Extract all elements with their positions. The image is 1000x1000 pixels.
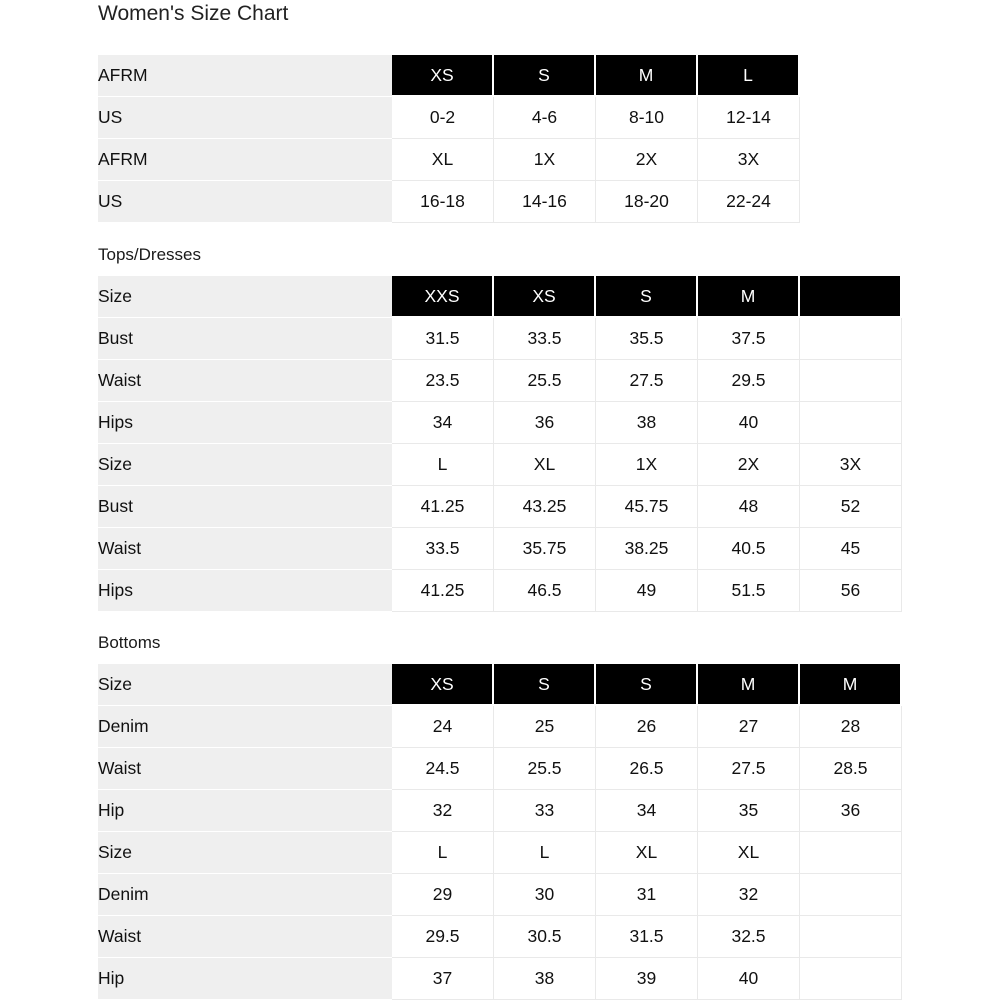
size-value-cell: [800, 402, 902, 444]
size-value-cell: XL: [698, 832, 800, 874]
size-value-cell: 33.5: [392, 528, 494, 570]
size-value-cell: 56: [800, 570, 902, 612]
row-label: US: [98, 97, 392, 139]
size-value-cell: 40.5: [698, 528, 800, 570]
size-header-cell: M: [698, 276, 800, 318]
size-value-cell: 27: [698, 706, 800, 748]
size-value-cell: 2X: [698, 444, 800, 486]
table-row: [98, 360, 902, 402]
size-value-cell: XL: [596, 832, 698, 874]
table-row: [98, 139, 800, 181]
size-value-cell: 12-14: [698, 97, 800, 139]
size-header-cell: S: [596, 276, 698, 318]
size-value-cell: 28: [800, 706, 902, 748]
size-value-cell: 27.5: [596, 360, 698, 402]
size-value-cell: XL: [392, 139, 494, 181]
page-title: Women's Size Chart: [98, 2, 289, 25]
row-label: Waist: [98, 916, 392, 958]
table-row: [98, 874, 902, 916]
size-value-cell: 37: [392, 958, 494, 1000]
size-header-cell: XS: [392, 55, 494, 97]
row-label: Hip: [98, 790, 392, 832]
row-label: Hips: [98, 402, 392, 444]
size-value-cell: 49: [596, 570, 698, 612]
size-value-cell: 25: [494, 706, 596, 748]
size-header-cell: XS: [494, 276, 596, 318]
size-value-cell: XL: [494, 444, 596, 486]
size-value-cell: L: [392, 832, 494, 874]
row-label: Hips: [98, 570, 392, 612]
size-value-cell: 24: [392, 706, 494, 748]
size-value-cell: 36: [800, 790, 902, 832]
table-row: [98, 402, 902, 444]
size-value-cell: 45.75: [596, 486, 698, 528]
size-header-cell: XS: [392, 664, 494, 706]
size-value-cell: 4-6: [494, 97, 596, 139]
size-value-cell: 35: [698, 790, 800, 832]
size-value-cell: 29.5: [392, 916, 494, 958]
size-value-cell: 31.5: [596, 916, 698, 958]
row-label: Size: [98, 276, 392, 318]
size-value-cell: 39: [596, 958, 698, 1000]
tops-dresses-heading: Tops/Dresses: [98, 245, 201, 264]
size-value-cell: 1X: [494, 139, 596, 181]
row-label: Size: [98, 444, 392, 486]
row-label: Size: [98, 832, 392, 874]
size-value-cell: 41.25: [392, 486, 494, 528]
size-value-cell: 26: [596, 706, 698, 748]
size-value-cell: 29: [392, 874, 494, 916]
size-value-cell: 16-18: [392, 181, 494, 223]
table-row: [98, 97, 800, 139]
table-row: [98, 528, 902, 570]
row-label: Bust: [98, 486, 392, 528]
table-row: [98, 181, 800, 223]
size-value-cell: 18-20: [596, 181, 698, 223]
size-value-cell: 52: [800, 486, 902, 528]
row-label: US: [98, 181, 392, 223]
size-value-cell: [800, 958, 902, 1000]
size-value-cell: 46.5: [494, 570, 596, 612]
size-value-cell: 30.5: [494, 916, 596, 958]
size-value-cell: 38: [596, 402, 698, 444]
size-value-cell: 26.5: [596, 748, 698, 790]
size-value-cell: 30: [494, 874, 596, 916]
size-value-cell: [800, 832, 902, 874]
size-value-cell: 40: [698, 402, 800, 444]
table-row: [98, 706, 902, 748]
size-value-cell: 14-16: [494, 181, 596, 223]
size-value-cell: 31.5: [392, 318, 494, 360]
size-value-cell: 0-2: [392, 97, 494, 139]
row-label: AFRM: [98, 55, 392, 97]
size-value-cell: 25.5: [494, 360, 596, 402]
table-row: [98, 570, 902, 612]
size-header-cell: XXS: [392, 276, 494, 318]
size-value-cell: 48: [698, 486, 800, 528]
size-value-cell: 24.5: [392, 748, 494, 790]
size-value-cell: L: [494, 832, 596, 874]
table-header-row: [98, 55, 800, 97]
row-label: Size: [98, 664, 392, 706]
size-value-cell: 22-24: [698, 181, 800, 223]
size-value-cell: 1X: [596, 444, 698, 486]
size-value-cell: 34: [392, 402, 494, 444]
size-value-cell: 37.5: [698, 318, 800, 360]
size-value-cell: 23.5: [392, 360, 494, 402]
size-value-cell: 33.5: [494, 318, 596, 360]
size-value-cell: 25.5: [494, 748, 596, 790]
size-value-cell: L: [392, 444, 494, 486]
size-value-cell: 45: [800, 528, 902, 570]
size-header-cell: L: [698, 55, 800, 97]
size-value-cell: 8-10: [596, 97, 698, 139]
row-label: Hip: [98, 958, 392, 1000]
size-value-cell: 32: [392, 790, 494, 832]
size-value-cell: 38.25: [596, 528, 698, 570]
size-value-cell: 32.5: [698, 916, 800, 958]
table-row: [98, 444, 902, 486]
table-row: [98, 958, 902, 1000]
bottoms-heading: Bottoms: [98, 633, 161, 652]
size-value-cell: 2X: [596, 139, 698, 181]
bottoms-table: [98, 664, 902, 1000]
size-value-cell: [800, 916, 902, 958]
size-value-cell: 41.25: [392, 570, 494, 612]
row-label: Denim: [98, 706, 392, 748]
size-value-cell: 35.5: [596, 318, 698, 360]
size-header-cell: S: [494, 55, 596, 97]
size-value-cell: 28.5: [800, 748, 902, 790]
table-row: [98, 748, 902, 790]
size-header-cell: S: [596, 664, 698, 706]
size-value-cell: 3X: [800, 444, 902, 486]
size-value-cell: 40: [698, 958, 800, 1000]
size-value-cell: 36: [494, 402, 596, 444]
size-value-cell: 38: [494, 958, 596, 1000]
table-header-row: [98, 664, 902, 706]
row-label: AFRM: [98, 139, 392, 181]
row-label: Bust: [98, 318, 392, 360]
size-value-cell: 33: [494, 790, 596, 832]
size-value-cell: 43.25: [494, 486, 596, 528]
row-label: Waist: [98, 528, 392, 570]
size-header-cell: M: [800, 664, 902, 706]
size-value-cell: 32: [698, 874, 800, 916]
size-header-cell: M: [698, 664, 800, 706]
size-header-cell: S: [494, 664, 596, 706]
size-header-cell: [800, 276, 902, 318]
size-value-cell: [800, 318, 902, 360]
row-label: Waist: [98, 748, 392, 790]
size-value-cell: 29.5: [698, 360, 800, 402]
size-header-cell: M: [596, 55, 698, 97]
size-value-cell: 51.5: [698, 570, 800, 612]
afrm-size-table: [98, 55, 800, 223]
row-label: Waist: [98, 360, 392, 402]
size-value-cell: 35.75: [494, 528, 596, 570]
tops-dresses-table: [98, 276, 902, 612]
size-value-cell: [800, 360, 902, 402]
size-value-cell: [800, 874, 902, 916]
size-value-cell: 3X: [698, 139, 800, 181]
table-row: [98, 832, 902, 874]
table-row: [98, 318, 902, 360]
table-row: [98, 486, 902, 528]
row-label: Denim: [98, 874, 392, 916]
table-row: [98, 790, 902, 832]
size-value-cell: 31: [596, 874, 698, 916]
size-value-cell: 27.5: [698, 748, 800, 790]
size-value-cell: 34: [596, 790, 698, 832]
table-row: [98, 916, 902, 958]
table-header-row: [98, 276, 902, 318]
